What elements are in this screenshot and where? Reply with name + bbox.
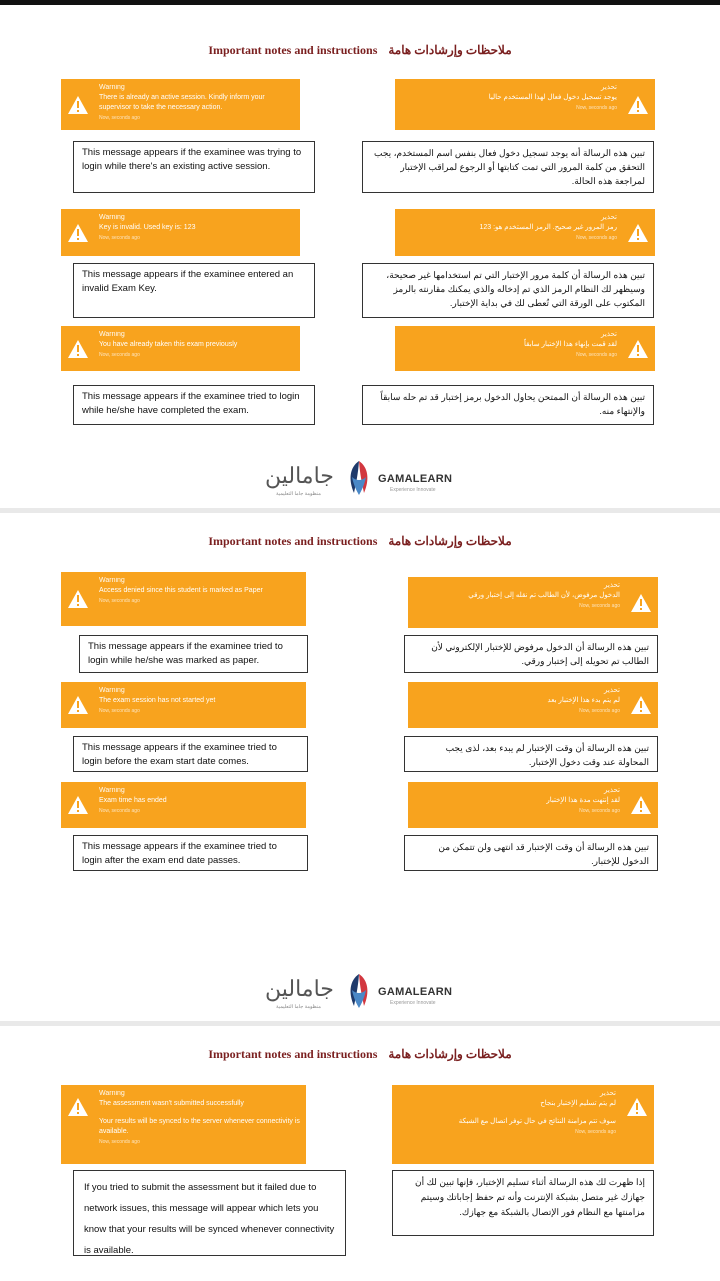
page-title [0, 43, 720, 58]
warning-heading: Warning [99, 577, 125, 584]
warning-message: Exam time has ended [99, 797, 167, 804]
warning-time: Now, seconds ago [99, 1139, 140, 1145]
note-ar: تبين هذه الرسالة أن وقت الإختبار قد انتهى ولن تتمكن من الدخول للإختبار. [404, 835, 658, 871]
note-en: This message appears if the examinee tried to login after the exam end date passes. [73, 835, 308, 871]
warning-triangle-icon [626, 1097, 648, 1117]
title-en: Important notes and instructions [208, 43, 378, 57]
warning-message: رمز المرور غير صحيح. الرمز المستخدم هو: 123 [479, 224, 617, 231]
warning-box-ar [408, 782, 658, 828]
gamalearn-logo [0, 459, 720, 499]
warning-time: Now, seconds ago [579, 708, 620, 714]
warning-heading: تحذير [600, 1090, 616, 1097]
logo-text-en: GAMALEARN [378, 986, 453, 998]
warning-box-en [61, 326, 300, 371]
warning-box-en [61, 682, 306, 728]
warning-time: Now, seconds ago [99, 708, 140, 714]
warning-triangle-icon [67, 695, 89, 715]
warning-message: لم يتم بدء هذا الإختبار بعد [547, 697, 620, 704]
warning-triangle-icon [67, 95, 89, 115]
warning-heading: Warning [99, 1090, 125, 1097]
gamalearn-logo [0, 972, 720, 1012]
warning-time: Now, seconds ago [576, 235, 617, 241]
warning-box-ar [395, 209, 655, 256]
warning-triangle-icon [630, 593, 652, 613]
warning-time: Now, seconds ago [99, 352, 140, 358]
warning-message: لقد إنتهت مدة هذا الإختبار [546, 797, 620, 804]
warning-detail: Your results will be synced to the server whenever connectivity is available. [99, 1118, 300, 1135]
warning-box-ar [395, 326, 655, 371]
warning-message: The assessment wasn't submitted successfully [99, 1100, 244, 1107]
warning-box-ar [395, 79, 655, 130]
warning-triangle-icon [67, 223, 89, 243]
warning-detail: سوف تتم مزامنة النتائج في حال توفر اتصال مع الشبكة [458, 1118, 616, 1125]
warning-message: You have already taken this exam previously [99, 341, 238, 348]
gamalearn-logo-mark [344, 459, 374, 497]
warning-box-en [61, 209, 300, 256]
logo-sub-ar: منظومة جاما التعليمية [276, 491, 321, 497]
warning-time: Now, seconds ago [99, 598, 140, 604]
warning-time: Now, seconds ago [579, 808, 620, 814]
note-ar: تبين هذه الرسالة أنه يوجد تسجيل دخول فعال بنفس اسم المستخدم، يجب التحقق من كلمة المرور التي تمت كتابتها أو الرجوع لمراقب الإختبار لمراجعة هذه الحالة. [362, 141, 654, 193]
warning-heading: Warning [99, 84, 125, 91]
title-en: Important notes and instructions [208, 1047, 378, 1061]
warning-heading: تحذير [604, 582, 620, 589]
warning-time: Now, seconds ago [99, 115, 140, 121]
warning-message: لم يتم تسليم الإختبار بنجاح [540, 1100, 616, 1107]
page-title [0, 534, 720, 549]
warning-box-en [61, 572, 306, 626]
warning-triangle-icon [627, 223, 649, 243]
logo-sub-ar: منظومة جاما التعليمية [276, 1004, 321, 1010]
warning-time: Now, seconds ago [576, 105, 617, 111]
note-en: If you tried to submit the assessment but it failed due to network issues, this message will appear which lets you know that your results will be synced whenever connectivity is available. [73, 1170, 346, 1256]
warning-box-ar [408, 682, 658, 728]
logo-text-ar: جامالين [265, 976, 334, 1001]
warning-box-en [61, 1085, 306, 1164]
note-en: This message appears if the examinee tried to login while he/she was marked as paper. [79, 635, 308, 673]
page-divider [0, 1021, 720, 1026]
note-en: This message appears if the examinee was trying to login while there's an existing active session. [73, 141, 315, 193]
title-ar: ملاحظات وإرشادات هامة [388, 534, 512, 548]
warning-message: الدخول مرفوض، لأن الطالب تم نقله إلى إختبار ورقي [468, 592, 620, 599]
warning-time: Now, seconds ago [575, 1129, 616, 1135]
logo-text-ar: جامالين [265, 463, 334, 488]
title-en: Important notes and instructions [208, 534, 378, 548]
warning-heading: تحذير [601, 214, 617, 221]
note-ar: تبين هذه الرسالة أن كلمة مرور الإختبار التي تم استخدامها غير صحيحة، وسيظهر لك النظام الرمز الذي تم إدخاله والذي يمكنك مقارنته بالرمز المكتوب على الورقة التي تُعطى لك في بداية الإختبار. [362, 263, 654, 318]
warning-heading: تحذير [601, 331, 617, 338]
warning-box-ar [392, 1085, 654, 1164]
warning-message: يوجد تسجيل دخول فعال لهذا المستخدم حاليا [488, 94, 617, 101]
warning-triangle-icon [67, 339, 89, 359]
warning-heading: تحذير [601, 84, 617, 91]
note-ar: تبين هذه الرسالة أن الدخول مرفوض للإختبار الإلكتروني لأن الطالب تم تحويله إلى إختبار ورقي. [404, 635, 658, 673]
warning-time: Now, seconds ago [99, 808, 140, 814]
warning-triangle-icon [627, 339, 649, 359]
warning-heading: تحذير [604, 687, 620, 694]
warning-heading: Warning [99, 214, 125, 221]
title-ar: ملاحظات وإرشادات هامة [388, 43, 512, 57]
title-ar: ملاحظات وإرشادات هامة [388, 1047, 512, 1061]
warning-triangle-icon [630, 695, 652, 715]
warning-heading: Warning [99, 787, 125, 794]
warning-heading: تحذير [604, 787, 620, 794]
warning-triangle-icon [630, 795, 652, 815]
warning-message: There is already an active session. Kindly inform your supervisor to take the necessary action. [99, 94, 265, 111]
note-en: This message appears if the examinee entered an invalid Exam Key. [73, 263, 315, 318]
top-edge-bar [0, 0, 720, 5]
page-divider [0, 508, 720, 513]
note-en: This message appears if the examinee tried to login while he/she have completed the exam. [73, 385, 315, 425]
warning-triangle-icon [67, 1097, 89, 1117]
warning-time: Now, seconds ago [579, 603, 620, 609]
warning-message: Key is invalid. Used key is: 123 [99, 224, 196, 231]
warning-box-en [61, 79, 300, 130]
note-ar: تبين هذه الرسالة أن الممتحن يحاول الدخول برمز إختبار قد تم حله سابقاً والإنتهاء منه. [362, 385, 654, 425]
logo-sub-en: Experience Innovate [390, 487, 436, 493]
logo-text-en: GAMALEARN [378, 473, 453, 485]
warning-triangle-icon [627, 95, 649, 115]
note-ar: تبين هذه الرسالة أن وقت الإختبار لم يبدء بعد، لذى يجب المحاولة عند وقت دخول الإختبار. [404, 736, 658, 772]
warning-heading: Warning [99, 687, 125, 694]
warning-heading: Warning [99, 331, 125, 338]
note-en: This message appears if the examinee tried to login before the exam start date comes. [73, 736, 308, 772]
gamalearn-logo-mark [344, 972, 374, 1010]
warning-message: لقد قمت بإنهاء هذا الإختبار سابقاً [524, 341, 617, 348]
warning-triangle-icon [67, 589, 89, 609]
logo-sub-en: Experience Innovate [390, 1000, 436, 1006]
warning-triangle-icon [67, 795, 89, 815]
warning-message: Access denied since this student is marked as Paper [99, 587, 263, 594]
warning-box-ar [408, 577, 658, 628]
note-ar: إذا ظهرت لك هذه الرسالة أثناء تسليم الإختبار، فإنها تبين لك أن جهازك غير متصل بشبكة الإنترنت وأنه تم حفظ إجاباتك وسيتم مزامنتها مع النظام فور الإتصال بالشبكة مع جهازك. [392, 1170, 654, 1236]
warning-time: Now, seconds ago [576, 352, 617, 358]
warning-message: The exam session has not started yet [99, 697, 216, 704]
warning-box-en [61, 782, 306, 828]
warning-time: Now, seconds ago [99, 235, 140, 241]
page-title [0, 1047, 720, 1062]
